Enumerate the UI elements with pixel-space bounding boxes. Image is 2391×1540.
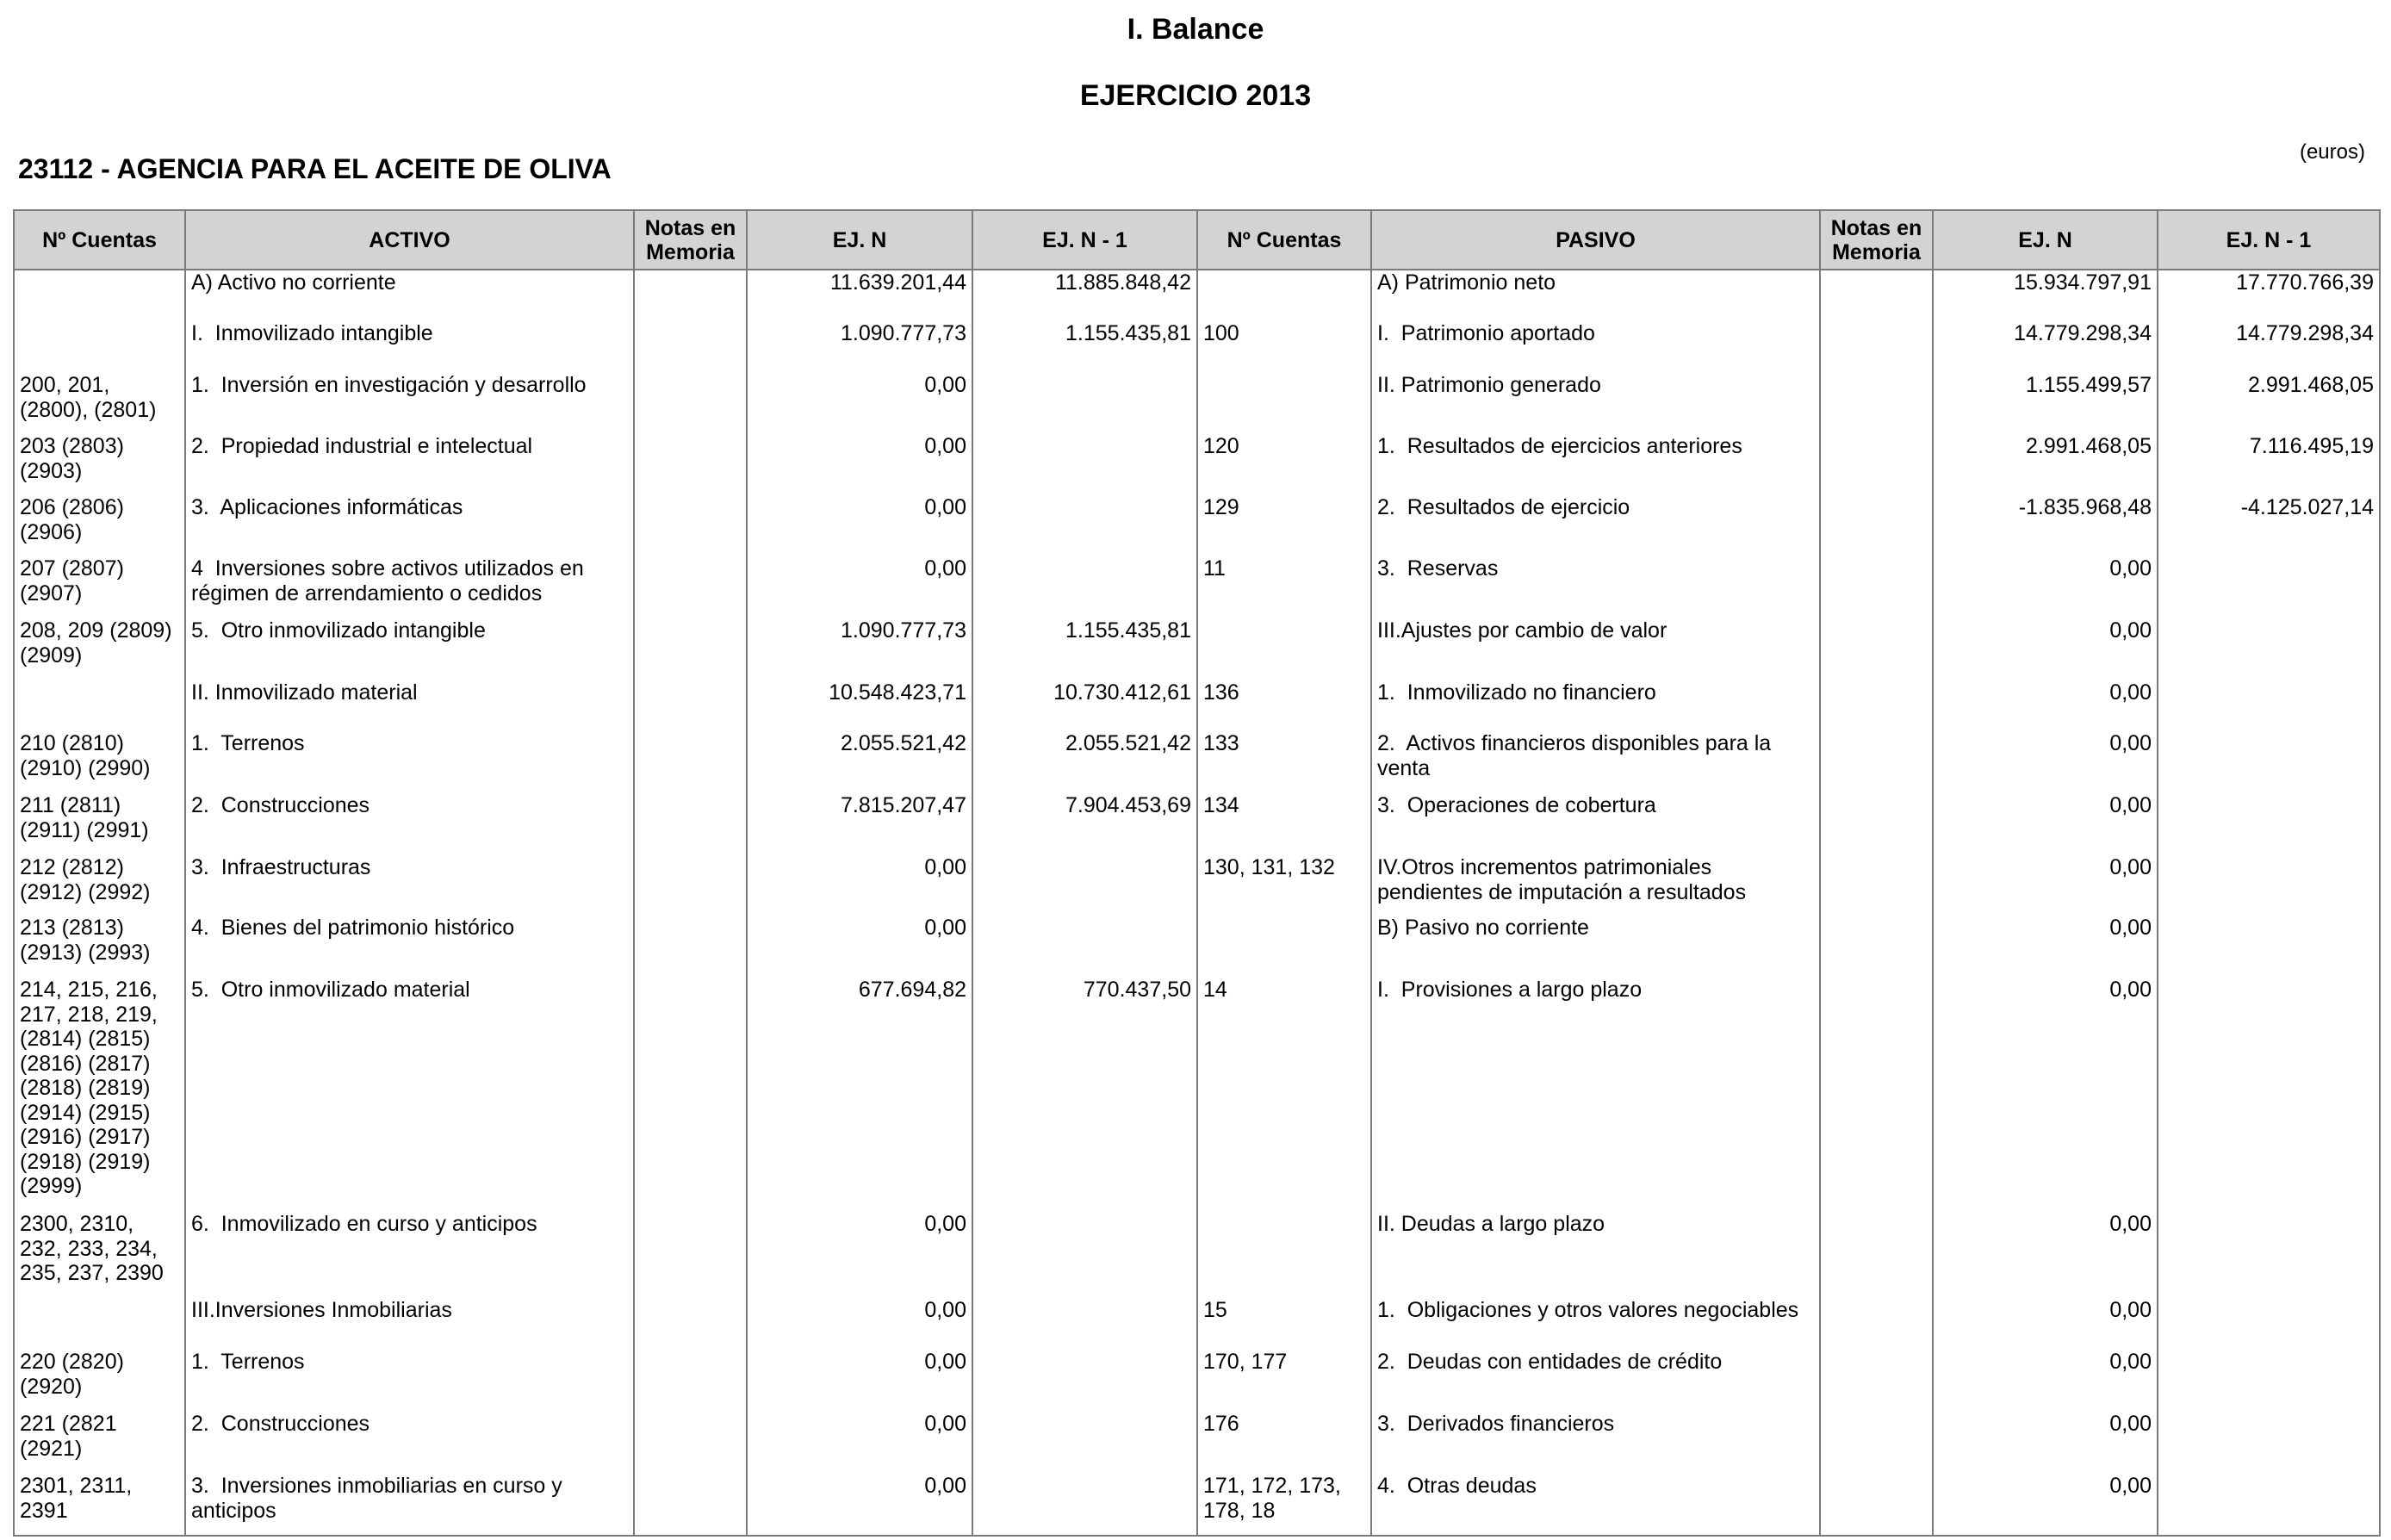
activo-notas-cell: [634, 916, 747, 978]
pasivo-cuentas-cell: 14: [1197, 978, 1371, 1212]
pasivo-label-cell: 1. Inmovilizado no financiero: [1371, 680, 1820, 731]
pasivo-cuentas-cell: [1197, 1212, 1371, 1298]
table-row: [14, 373, 2380, 434]
activo-ej-n1-cell: [972, 916, 1197, 978]
activo-ej-n-cell: 0,00: [747, 1298, 972, 1350]
pasivo-ej-n1-cell: [2158, 793, 2380, 855]
pasivo-ej-n-cell: -1.835.968,48: [1933, 495, 2158, 556]
activo-notas-cell: [634, 978, 747, 1212]
activo-cuentas-cell: 2300, 2310, 232, 233, 234, 235, 237, 2390: [14, 1212, 185, 1298]
pasivo-notas-cell: [1820, 1412, 1933, 1474]
activo-label-cell: 1. Terrenos: [185, 1350, 634, 1412]
pasivo-ej-n-cell: 0,00: [1933, 1412, 2158, 1474]
pasivo-ej-n1-cell: [2158, 1474, 2380, 1536]
col-header-activo-cuentas: Nº Cuentas: [14, 210, 185, 270]
pasivo-cuentas-cell: 171, 172, 173, 178, 18: [1197, 1474, 1371, 1536]
activo-cuentas-cell: [14, 680, 185, 731]
pasivo-notas-cell: [1820, 793, 1933, 855]
pasivo-notas-cell: [1820, 731, 1933, 793]
activo-ej-n-cell: 1.090.777,73: [747, 321, 972, 373]
balance-rows: [14, 270, 2380, 1536]
col-header-pasivo-ej-n1: EJ. N - 1: [2158, 210, 2380, 270]
activo-label-cell: I. Inmovilizado intangible: [185, 321, 634, 373]
activo-notas-cell: [634, 495, 747, 556]
activo-ej-n1-cell: 1.155.435,81: [972, 618, 1197, 680]
activo-notas-cell: [634, 1298, 747, 1350]
activo-ej-n1-cell: [972, 495, 1197, 556]
col-header-pasivo: PASIVO: [1371, 210, 1820, 270]
pasivo-label-cell: 1. Obligaciones y otros valores negociables: [1371, 1298, 1820, 1350]
pasivo-ej-n1-cell: -4.125.027,14: [2158, 495, 2380, 556]
pasivo-cuentas-cell: [1197, 270, 1371, 321]
activo-notas-cell: [634, 618, 747, 680]
table-row: [14, 793, 2380, 855]
pasivo-cuentas-cell: 170, 177: [1197, 1350, 1371, 1412]
table-row: [14, 434, 2380, 495]
pasivo-label-cell: IV.Otros incrementos patrimoniales pendientes de imputación a resultados: [1371, 855, 1820, 916]
activo-ej-n1-cell: [972, 373, 1197, 434]
table-row: [14, 855, 2380, 916]
table-row: [14, 270, 2380, 321]
activo-notas-cell: [634, 434, 747, 495]
pasivo-label-cell: 2. Deudas con entidades de crédito: [1371, 1350, 1820, 1412]
pasivo-ej-n1-cell: [2158, 1412, 2380, 1474]
col-header-pasivo-ej-n: EJ. N: [1933, 210, 2158, 270]
pasivo-ej-n1-cell: [2158, 1350, 2380, 1412]
pasivo-ej-n-cell: 0,00: [1933, 1350, 2158, 1412]
activo-ej-n1-cell: [972, 855, 1197, 916]
activo-cuentas-cell: 220 (2820) (2920): [14, 1350, 185, 1412]
col-header-activo-ej-n: EJ. N: [747, 210, 972, 270]
activo-label-cell: 5. Otro inmovilizado intangible: [185, 618, 634, 680]
col-header-pasivo-notas: Notas en Memoria: [1820, 210, 1933, 270]
activo-ej-n-cell: 2.055.521,42: [747, 731, 972, 793]
pasivo-cuentas-cell: 133: [1197, 731, 1371, 793]
activo-label-cell: 2. Construcciones: [185, 1412, 634, 1474]
activo-label-cell: III.Inversiones Inmobiliarias: [185, 1298, 634, 1350]
activo-notas-cell: [634, 1474, 747, 1536]
col-header-pasivo-cuentas: Nº Cuentas: [1197, 210, 1371, 270]
activo-ej-n-cell: 11.639.201,44: [747, 270, 972, 321]
pasivo-ej-n1-cell: 2.991.468,05: [2158, 373, 2380, 434]
activo-notas-cell: [634, 731, 747, 793]
activo-label-cell: 1. Inversión en investigación y desarrollo: [185, 373, 634, 434]
pasivo-cuentas-cell: 11: [1197, 556, 1371, 618]
activo-cuentas-cell: 213 (2813) (2913) (2993): [14, 916, 185, 978]
activo-notas-cell: [634, 373, 747, 434]
activo-ej-n-cell: 0,00: [747, 373, 972, 434]
activo-ej-n1-cell: 11.885.848,42: [972, 270, 1197, 321]
page-title: I. Balance: [1127, 13, 1264, 46]
col-header-activo: ACTIVO: [185, 210, 634, 270]
activo-notas-cell: [634, 270, 747, 321]
table-row: [14, 556, 2380, 618]
pasivo-ej-n-cell: 0,00: [1933, 618, 2158, 680]
activo-cuentas-cell: 203 (2803) (2903): [14, 434, 185, 495]
pasivo-notas-cell: [1820, 916, 1933, 978]
activo-ej-n1-cell: 2.055.521,42: [972, 731, 1197, 793]
pasivo-ej-n1-cell: 14.779.298,34: [2158, 321, 2380, 373]
activo-ej-n-cell: 0,00: [747, 556, 972, 618]
pasivo-notas-cell: [1820, 978, 1933, 1212]
activo-label-cell: A) Activo no corriente: [185, 270, 634, 321]
activo-label-cell: 3. Inversiones inmobiliarias en curso y anticipos: [185, 1474, 634, 1536]
pasivo-ej-n-cell: 14.779.298,34: [1933, 321, 2158, 373]
table-row: [14, 731, 2380, 793]
activo-cuentas-cell: 211 (2811) (2911) (2991): [14, 793, 185, 855]
table-row: [14, 1350, 2380, 1412]
activo-ej-n-cell: 677.694,82: [747, 978, 972, 1212]
activo-ej-n-cell: 0,00: [747, 495, 972, 556]
pasivo-label-cell: 2. Resultados de ejercicio: [1371, 495, 1820, 556]
activo-cuentas-cell: 208, 209 (2809) (2909): [14, 618, 185, 680]
pasivo-label-cell: II. Deudas a largo plazo: [1371, 1212, 1820, 1298]
pasivo-notas-cell: [1820, 1350, 1933, 1412]
activo-cuentas-cell: 214, 215, 216, 217, 218, 219, (2814) (2815) (2816) (2817) (2818) (2819) (2914) (2915) (2916) (2917) (2918) (2919) (2999): [14, 978, 185, 1212]
pasivo-label-cell: 1. Resultados de ejercicios anteriores: [1371, 434, 1820, 495]
pasivo-ej-n1-cell: [2158, 978, 2380, 1212]
activo-label-cell: 1. Terrenos: [185, 731, 634, 793]
activo-notas-cell: [634, 321, 747, 373]
pasivo-ej-n1-cell: [2158, 916, 2380, 978]
activo-ej-n-cell: 0,00: [747, 1474, 972, 1536]
activo-label-cell: 4. Bienes del patrimonio histórico: [185, 916, 634, 978]
activo-ej-n1-cell: 7.904.453,69: [972, 793, 1197, 855]
pasivo-ej-n1-cell: [2158, 731, 2380, 793]
pasivo-label-cell: 3. Reservas: [1371, 556, 1820, 618]
pasivo-ej-n-cell: 1.155.499,57: [1933, 373, 2158, 434]
activo-ej-n1-cell: 10.730.412,61: [972, 680, 1197, 731]
activo-ej-n1-cell: [972, 434, 1197, 495]
pasivo-ej-n-cell: 2.991.468,05: [1933, 434, 2158, 495]
activo-label-cell: 6. Inmovilizado en curso y anticipos: [185, 1212, 634, 1298]
pasivo-label-cell: I. Patrimonio aportado: [1371, 321, 1820, 373]
activo-notas-cell: [634, 855, 747, 916]
pasivo-notas-cell: [1820, 495, 1933, 556]
table-row: [14, 321, 2380, 373]
pasivo-label-cell: A) Patrimonio neto: [1371, 270, 1820, 321]
pasivo-notas-cell: [1820, 1298, 1933, 1350]
activo-label-cell: 2. Propiedad industrial e intelectual: [185, 434, 634, 495]
pasivo-cuentas-cell: 129: [1197, 495, 1371, 556]
activo-notas-cell: [634, 1350, 747, 1412]
table-row: [14, 1298, 2380, 1350]
activo-notas-cell: [634, 1412, 747, 1474]
pasivo-notas-cell: [1820, 618, 1933, 680]
table-row: [14, 495, 2380, 556]
pasivo-notas-cell: [1820, 434, 1933, 495]
activo-cuentas-cell: 221 (2821 (2921): [14, 1412, 185, 1474]
pasivo-ej-n1-cell: 7.116.495,19: [2158, 434, 2380, 495]
activo-label-cell: 4 Inversiones sobre activos utilizados en régimen de arrendamiento o cedidos: [185, 556, 634, 618]
table-row: [14, 618, 2380, 680]
table-row: [14, 978, 2380, 1212]
pasivo-ej-n1-cell: 17.770.766,39: [2158, 270, 2380, 321]
activo-label-cell: 5. Otro inmovilizado material: [185, 978, 634, 1212]
activo-cuentas-cell: [14, 1298, 185, 1350]
pasivo-ej-n-cell: 0,00: [1933, 1212, 2158, 1298]
pasivo-ej-n-cell: 0,00: [1933, 731, 2158, 793]
pasivo-ej-n-cell: 0,00: [1933, 680, 2158, 731]
pasivo-label-cell: 2. Activos financieros disponibles para la venta: [1371, 731, 1820, 793]
pasivo-cuentas-cell: 130, 131, 132: [1197, 855, 1371, 916]
activo-ej-n1-cell: [972, 1350, 1197, 1412]
activo-ej-n-cell: 7.815.207,47: [747, 793, 972, 855]
activo-ej-n1-cell: [972, 1298, 1197, 1350]
activo-cuentas-cell: [14, 270, 185, 321]
currency-unit: (euros): [2299, 140, 2365, 164]
activo-ej-n-cell: 0,00: [747, 1212, 972, 1298]
activo-cuentas-cell: 210 (2810) (2910) (2990): [14, 731, 185, 793]
pasivo-notas-cell: [1820, 270, 1933, 321]
activo-cuentas-cell: 207 (2807) (2907): [14, 556, 185, 618]
pasivo-ej-n-cell: 0,00: [1933, 793, 2158, 855]
pasivo-ej-n1-cell: [2158, 1298, 2380, 1350]
activo-label-cell: 3. Infraestructuras: [185, 855, 634, 916]
activo-ej-n1-cell: 770.437,50: [972, 978, 1197, 1212]
activo-notas-cell: [634, 1212, 747, 1298]
col-header-activo-ej-n1: EJ. N - 1: [972, 210, 1197, 270]
pasivo-notas-cell: [1820, 556, 1933, 618]
activo-ej-n-cell: 1.090.777,73: [747, 618, 972, 680]
pasivo-label-cell: I. Provisiones a largo plazo: [1371, 978, 1820, 1212]
pasivo-ej-n-cell: 0,00: [1933, 978, 2158, 1212]
pasivo-label-cell: 4. Otras deudas: [1371, 1474, 1820, 1536]
pasivo-label-cell: III.Ajustes por cambio de valor: [1371, 618, 1820, 680]
pasivo-cuentas-cell: 136: [1197, 680, 1371, 731]
pasivo-label-cell: 3. Operaciones de cobertura: [1371, 793, 1820, 855]
pasivo-ej-n1-cell: [2158, 855, 2380, 916]
pasivo-notas-cell: [1820, 321, 1933, 373]
pasivo-ej-n-cell: 0,00: [1933, 1474, 2158, 1536]
pasivo-cuentas-cell: [1197, 373, 1371, 434]
activo-cuentas-cell: 206 (2806) (2906): [14, 495, 185, 556]
pasivo-ej-n-cell: 15.934.797,91: [1933, 270, 2158, 321]
balance-table: [13, 209, 2381, 1537]
pasivo-notas-cell: [1820, 1212, 1933, 1298]
activo-notas-cell: [634, 793, 747, 855]
pasivo-notas-cell: [1820, 855, 1933, 916]
table-row: [14, 916, 2380, 978]
activo-label-cell: 2. Construcciones: [185, 793, 634, 855]
activo-cuentas-cell: 200, 201, (2800), (2801): [14, 373, 185, 434]
activo-ej-n-cell: 0,00: [747, 1412, 972, 1474]
activo-ej-n1-cell: 1.155.435,81: [972, 321, 1197, 373]
pasivo-notas-cell: [1820, 1474, 1933, 1536]
pasivo-label-cell: B) Pasivo no corriente: [1371, 916, 1820, 978]
activo-cuentas-cell: 212 (2812) (2912) (2992): [14, 855, 185, 916]
activo-ej-n-cell: 0,00: [747, 855, 972, 916]
pasivo-cuentas-cell: 15: [1197, 1298, 1371, 1350]
activo-ej-n-cell: 0,00: [747, 916, 972, 978]
pasivo-ej-n1-cell: [2158, 556, 2380, 618]
table-row: [14, 1212, 2380, 1298]
activo-notas-cell: [634, 556, 747, 618]
activo-ej-n1-cell: [972, 1474, 1197, 1536]
pasivo-cuentas-cell: [1197, 916, 1371, 978]
pasivo-ej-n1-cell: [2158, 680, 2380, 731]
fiscal-year-subtitle: EJERCICIO 2013: [1079, 79, 1312, 112]
activo-ej-n-cell: 10.548.423,71: [747, 680, 972, 731]
activo-cuentas-cell: [14, 321, 185, 373]
pasivo-ej-n-cell: 0,00: [1933, 556, 2158, 618]
pasivo-label-cell: II. Patrimonio generado: [1371, 373, 1820, 434]
activo-label-cell: II. Inmovilizado material: [185, 680, 634, 731]
activo-ej-n-cell: 0,00: [747, 1350, 972, 1412]
col-header-activo-notas: Notas en Memoria: [634, 210, 747, 270]
header-row: [14, 210, 2380, 270]
pasivo-cuentas-cell: 120: [1197, 434, 1371, 495]
pasivo-label-cell: 3. Derivados financieros: [1371, 1412, 1820, 1474]
pasivo-cuentas-cell: 134: [1197, 793, 1371, 855]
activo-label-cell: 3. Aplicaciones informáticas: [185, 495, 634, 556]
table-row: [14, 1474, 2380, 1536]
pasivo-notas-cell: [1820, 680, 1933, 731]
activo-ej-n1-cell: [972, 1212, 1197, 1298]
pasivo-ej-n1-cell: [2158, 1212, 2380, 1298]
pasivo-ej-n-cell: 0,00: [1933, 916, 2158, 978]
activo-ej-n1-cell: [972, 556, 1197, 618]
table-row: [14, 680, 2380, 731]
pasivo-notas-cell: [1820, 373, 1933, 434]
activo-ej-n1-cell: [972, 1412, 1197, 1474]
pasivo-cuentas-cell: 176: [1197, 1412, 1371, 1474]
pasivo-ej-n1-cell: [2158, 618, 2380, 680]
entity-name: 23112 - AGENCIA PARA EL ACEITE DE OLIVA: [18, 153, 612, 184]
table-row: [14, 1412, 2380, 1474]
activo-notas-cell: [634, 680, 747, 731]
pasivo-ej-n-cell: 0,00: [1933, 1298, 2158, 1350]
activo-ej-n-cell: 0,00: [747, 434, 972, 495]
activo-cuentas-cell: 2301, 2311, 2391: [14, 1474, 185, 1536]
pasivo-cuentas-cell: 100: [1197, 321, 1371, 373]
pasivo-ej-n-cell: 0,00: [1933, 855, 2158, 916]
pasivo-cuentas-cell: [1197, 618, 1371, 680]
